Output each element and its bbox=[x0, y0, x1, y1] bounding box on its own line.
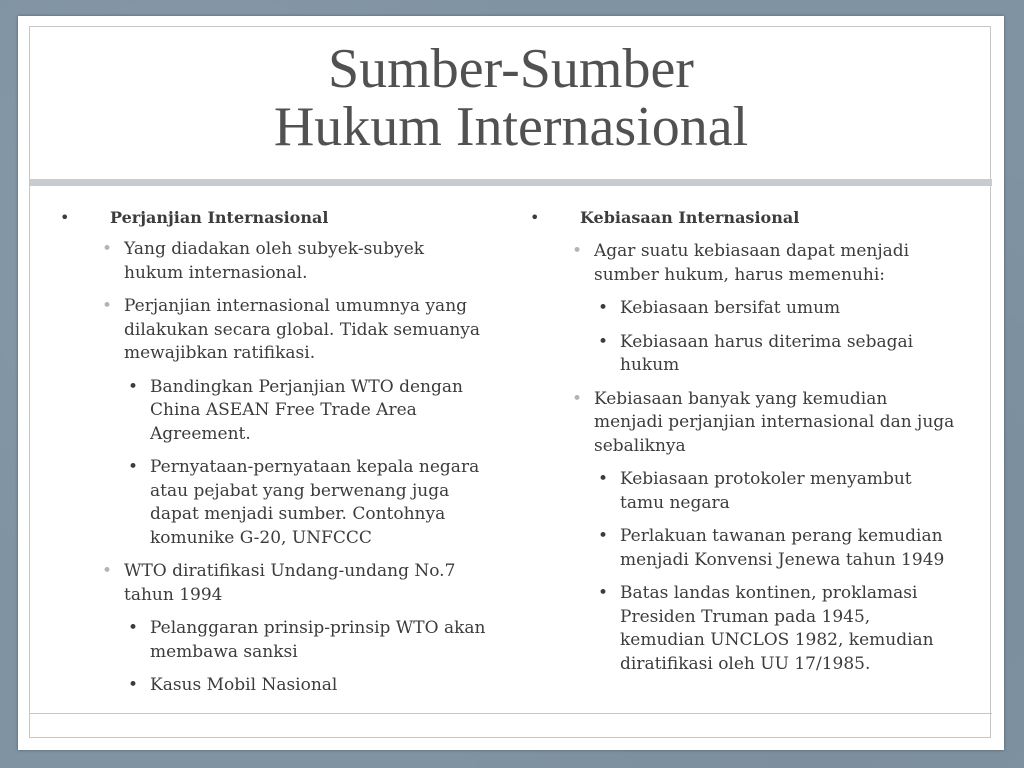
left-point-3-sub-1: • Pelanggaran prinsip-prinsip WTO akan membawa sanksi bbox=[58, 617, 488, 664]
right-point-1-sub-2: • Kebiasaan harus diterima sebagai hukum bbox=[528, 331, 958, 378]
slide-title-line-1: Sumber-Sumber bbox=[328, 38, 694, 100]
footer-divider-line bbox=[30, 713, 992, 714]
right-point-1-sub-1: • Kebiasaan bersifat umum bbox=[528, 297, 958, 321]
right-heading-kebiasaan: • Kebiasaan Internasional bbox=[528, 208, 958, 228]
right-point-2: • Kebiasaan banyak yang kemudian menjadi perjanjian internasional dan juga sebaliknya bbox=[528, 388, 958, 459]
right-point-2-sub-1: • Kebiasaan protokoler menyambut tamu negara bbox=[528, 468, 958, 515]
title-divider-bar bbox=[30, 179, 992, 186]
left-point-2-sub-1: • Bandingkan Perjanjian WTO dengan China ASEAN Free Trade Area Agreement. bbox=[58, 376, 488, 447]
slide-title-line-2: Hukum Internasional bbox=[273, 96, 749, 158]
left-point-2: • Perjanjian internasional umumnya yang dilakukan secara global. Tidak semuanya mewajibkan ratifikasi. bbox=[58, 295, 488, 366]
right-point-2-sub-3: • Batas landas kontinen, proklamasi Presiden Truman pada 1945, kemudian UNCLOS 1982, kemudian diratifikasi oleh UU 17/1985. bbox=[528, 582, 958, 676]
slide-title bbox=[30, 40, 992, 156]
left-column bbox=[58, 208, 488, 708]
right-point-1: • Agar suatu kebiasaan dapat menjadi sumber hukum, harus memenuhi: bbox=[528, 240, 958, 287]
left-point-3: • WTO diratifikasi Undang-undang No.7 tahun 1994 bbox=[58, 560, 488, 607]
slide bbox=[18, 16, 1004, 750]
left-point-3-sub-2: • Kasus Mobil Nasional bbox=[58, 674, 488, 698]
right-column bbox=[528, 208, 958, 686]
right-point-2-sub-2: • Perlakuan tawanan perang kemudian menjadi Konvensi Jenewa tahun 1949 bbox=[528, 525, 958, 572]
left-point-1: • Yang diadakan oleh subyek-subyek hukum internasional. bbox=[58, 238, 488, 285]
left-heading-perjanjian: • Perjanjian Internasional bbox=[58, 208, 488, 228]
left-point-2-sub-2: • Pernyataan-pernyataan kepala negara atau pejabat yang berwenang juga dapat menjadi sumber. Contohnya komunike G-20, UNFCCC bbox=[58, 456, 488, 550]
